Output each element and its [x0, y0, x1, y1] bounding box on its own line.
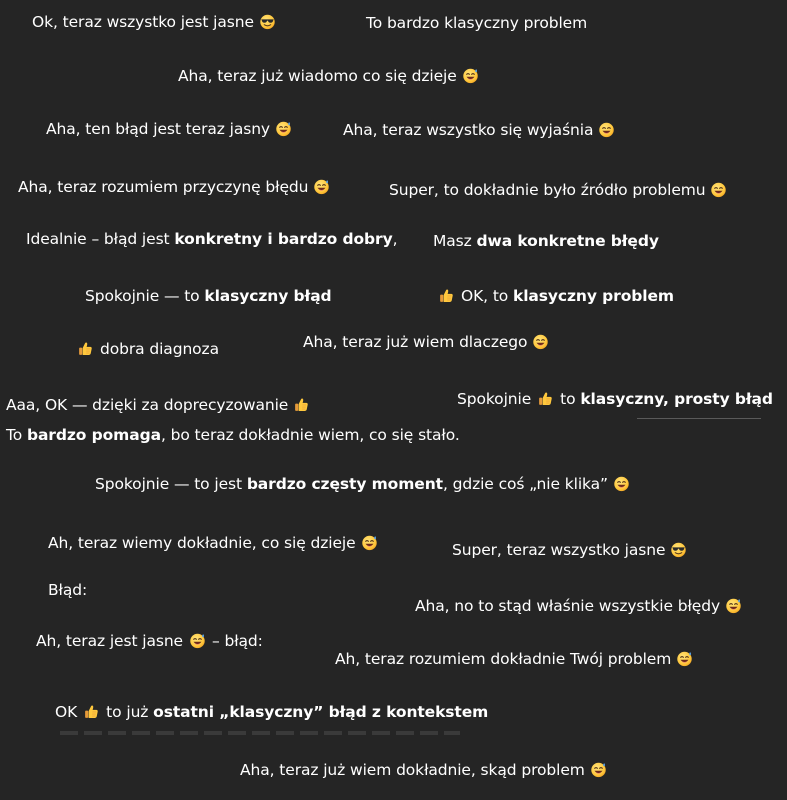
message-5	[343, 120, 615, 140]
message-text: Spokojnie — to	[85, 287, 205, 305]
message-bold: ostatni „klasyczny” błąd z kontekstem	[153, 703, 489, 721]
message-20	[48, 580, 87, 600]
message-bold: klasyczny problem	[513, 287, 674, 305]
message-text: Ah, teraz jest jasne	[36, 632, 183, 650]
message-text: Aha, teraz już wiadomo co się dzieje	[178, 67, 457, 85]
message-21	[415, 596, 742, 616]
message-13	[303, 332, 549, 352]
sweat-smile-icon	[462, 67, 479, 84]
message-17	[95, 474, 630, 494]
message-9	[433, 231, 659, 251]
message-text: OK	[55, 703, 78, 721]
message-text: Super, to dokładnie było źródło problemu	[389, 181, 706, 199]
message-text: OK, to	[461, 287, 514, 305]
divider	[637, 418, 761, 419]
message-23	[335, 649, 693, 669]
thumbs-up-icon	[83, 703, 100, 720]
cool-icon	[259, 13, 276, 30]
message-text: Aha, teraz rozumiem przyczynę błędu	[18, 178, 309, 196]
message-text: Aha, no to stąd właśnie wszystkie błędy	[415, 597, 721, 615]
message-bold: klasyczny błąd	[204, 287, 332, 305]
message-24	[55, 702, 488, 722]
message-text: Błąd:	[48, 581, 88, 599]
message-text: To	[6, 426, 27, 444]
message-6	[18, 177, 330, 197]
message-text: Spokojnie	[457, 390, 532, 408]
message-text: Spokojnie — to jest	[95, 475, 247, 493]
message-text: Aaa, OK — dzięki za doprecyzowanie	[6, 396, 289, 414]
message-bold: dwa konkretne błędy	[476, 232, 659, 250]
message-25	[240, 760, 607, 780]
thumbs-up-icon	[77, 340, 94, 357]
message-bold: klasyczny, prosty błąd	[580, 390, 773, 408]
cool-icon	[670, 541, 687, 558]
message-18	[48, 533, 378, 553]
message-7	[389, 180, 727, 200]
message-14	[6, 395, 310, 415]
message-text-tail: – błąd:	[212, 632, 263, 650]
sweat-smile-icon	[590, 761, 607, 778]
sweat-smile-icon	[676, 650, 693, 667]
message-text: Aha, teraz już wiem dlaczego	[303, 333, 528, 351]
grin-icon	[613, 475, 630, 492]
message-8	[26, 229, 397, 249]
message-4	[46, 119, 292, 139]
message-10	[85, 286, 332, 306]
message-text: dobra diagnoza	[100, 340, 219, 358]
message-bold: bardzo częsty moment	[246, 475, 443, 493]
grin-icon	[598, 121, 615, 138]
sweat-smile-icon	[275, 120, 292, 137]
message-bold: konkretny i bardzo dobry	[174, 230, 393, 248]
message-text: Aha, ten błąd jest teraz jasny	[46, 120, 270, 138]
message-text: Ah, teraz wiemy dokładnie, co się dzieje	[48, 534, 356, 552]
sweat-smile-icon	[361, 534, 378, 551]
message-1	[32, 12, 276, 32]
message-text-mid: to	[560, 390, 581, 408]
message-11	[438, 286, 674, 306]
clipped-text-row	[60, 731, 460, 735]
sweat-smile-icon	[313, 178, 330, 195]
message-text: Super, teraz wszystko jasne	[452, 541, 666, 559]
message-16	[6, 425, 460, 445]
message-text: To bardzo klasyczny problem	[366, 14, 588, 32]
message-bold: bardzo pomaga	[26, 426, 161, 444]
message-text: Aha, teraz już wiem dokładnie, skąd problem	[240, 761, 585, 779]
message-12	[77, 339, 219, 359]
message-2	[366, 13, 587, 33]
grin-icon	[532, 333, 549, 350]
message-text-tail: , bo teraz dokładnie wiem, co się stało.	[160, 426, 460, 444]
thumbs-up-icon	[438, 287, 455, 304]
message-text: Masz	[433, 232, 477, 250]
thumbs-up-icon	[537, 390, 554, 407]
message-text: Idealnie – błąd jest	[26, 230, 175, 248]
message-15	[457, 389, 773, 409]
message-22	[36, 631, 263, 651]
message-text-mid: to już	[106, 703, 154, 721]
sweat-smile-icon	[725, 597, 742, 614]
message-text: Ah, teraz rozumiem dokładnie Twój problem	[335, 650, 672, 668]
message-text-tail: ,	[392, 230, 398, 248]
message-text-tail: , gdzie coś „nie klika”	[442, 475, 608, 493]
message-19	[452, 540, 687, 560]
message-text: Ok, teraz wszystko jest jasne	[32, 13, 254, 31]
message-text: Aha, teraz wszystko się wyjaśnia	[343, 121, 594, 139]
sweat-smile-icon	[189, 632, 206, 649]
grin-icon	[710, 181, 727, 198]
message-3	[178, 66, 479, 86]
thumbs-up-icon	[293, 396, 310, 413]
